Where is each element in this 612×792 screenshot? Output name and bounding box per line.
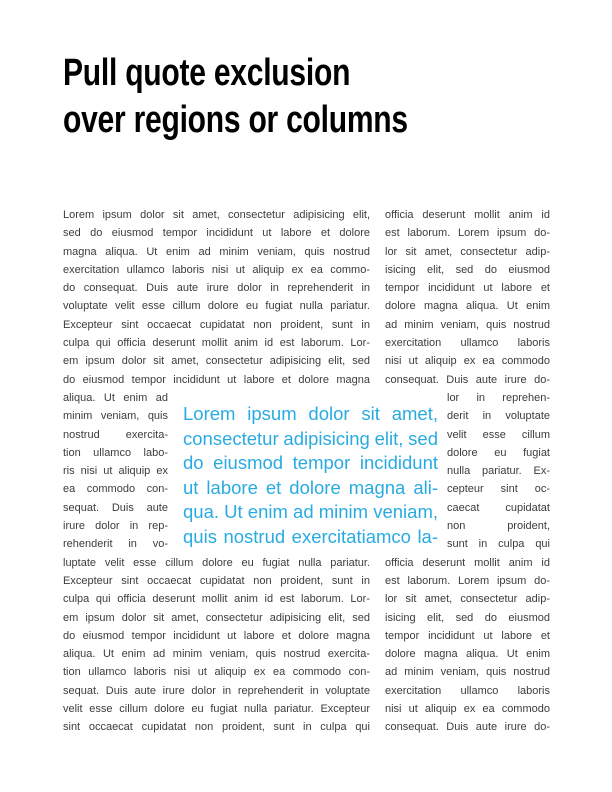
page-title-line-1: Pull quote exclusion — [63, 52, 351, 94]
text-line: est laborum. Lorem ipsum do- — [385, 574, 550, 587]
right-column-bottom-block — [385, 554, 550, 737]
text-line: Excepteur sint occaecat cupidatat non proident, sunt in — [63, 318, 370, 331]
text-line: luptate velit esse cillum dolore eu fugiat nulla pariatur. — [63, 556, 370, 569]
text-line: cepteur sint oc- — [447, 483, 550, 496]
text-line: do consequat. Duis aute irure dolor in reprehenderit in — [63, 282, 370, 295]
left-column-narrow-block — [63, 389, 168, 554]
text-line: dolore eu fugiat — [447, 446, 550, 459]
page-title — [63, 50, 408, 144]
text-line: sunt in culpa qui — [447, 538, 550, 551]
text-line: non proident, — [447, 520, 550, 533]
text-line: Excepteur sint occaecat cupidatat non proident, sunt in — [63, 574, 370, 587]
text-line: culpa qui officia deserunt mollit anim id est laborum. Lor- — [63, 593, 370, 606]
left-column-bottom-block — [63, 554, 370, 737]
text-line: ris nisi ut aliquip ex — [63, 465, 168, 478]
text-line: do eiusmod tempor incididunt — [183, 452, 438, 474]
text-line: lor sit amet, consectetur adip- — [385, 245, 550, 258]
page-title-line-2: over regions or columns — [63, 99, 408, 141]
left-column-top-block — [63, 206, 370, 389]
text-line: exercitation ullamco laboris — [385, 337, 550, 350]
text-line: officia deserunt mollit anim id — [385, 556, 550, 569]
text-line: consequat. Duis aute irure do- — [385, 721, 550, 734]
text-line: do eiusmod tempor incididunt ut labore et dolore magna — [63, 373, 370, 386]
text-line: sequat. Duis aute irure dolor in reprehenderit in voluptate — [63, 684, 370, 697]
text-line: culpa qui officia deserunt mollit anim id est laborum. Lor- — [63, 337, 370, 350]
text-line: em ipsum dolor sit amet, consectetur adipisicing elit, sed — [63, 611, 370, 624]
text-line: lor in reprehen- — [447, 391, 550, 404]
text-line: nostrud exercita- — [63, 428, 168, 441]
text-line: consectetur adipisicing elit, sed — [183, 427, 438, 449]
text-line: ad minim veniam, quis nostrud — [385, 318, 550, 331]
text-line: dolore magna aliqua. Ut enim — [385, 300, 550, 313]
text-line: caecat cupidatat — [447, 501, 550, 514]
text-line: nisi ut aliquip ex ea commodo — [385, 355, 550, 368]
text-line: ad minim veniam, quis nostrud — [385, 666, 550, 679]
text-line: quis nostrud exercitatiamco la- — [183, 525, 438, 547]
text-line: Lorem ipsum dolor sit amet, consectetur adipisicing elit, — [63, 209, 370, 221]
text-line: aliqua. Ut enim ad — [63, 391, 168, 404]
text-line: lor sit amet, consectetur adip- — [385, 593, 550, 606]
text-line: do eiusmod tempor incididunt ut labore et dolore magna — [63, 629, 370, 642]
text-line: derit in voluptate — [447, 410, 550, 423]
text-line: dolore magna aliqua. Ut enim — [385, 648, 550, 661]
text-line: sed do eiusmod tempor incididunt ut labore et dolore — [63, 227, 370, 240]
text-line: nisi ut aliquip ex ea commodo — [385, 703, 550, 716]
text-line: minim veniam, quis — [63, 410, 168, 423]
text-line: tion ullamco labo- — [63, 446, 168, 459]
text-line: officia deserunt mollit anim id — [385, 209, 550, 221]
text-line: irure dolor in rep- — [63, 520, 168, 533]
pull-quote — [183, 402, 438, 550]
text-line: ea commodo con- — [63, 483, 168, 496]
text-line: exercitation ullamco laboris — [385, 684, 550, 697]
text-line: nulla pariatur. Ex- — [447, 465, 550, 478]
text-line: sint occaecat cupidatat non proident, sunt in culpa qui — [63, 721, 370, 734]
text-line: isicing elit, sed do eiusmod — [385, 263, 550, 276]
text-line: tion ullamco laboris nisi ut aliquip ex ea commodo con- — [63, 666, 370, 679]
text-line: exercitation ullamco laboris nisi ut aliquip ex ea commo- — [63, 263, 370, 276]
text-line: Lorem ipsum dolor sit amet, — [183, 403, 438, 424]
text-line: qua. Ut enim ad minim veniam, — [183, 501, 438, 523]
right-column-top-block — [385, 206, 550, 389]
text-line: em ipsum dolor sit amet, consectetur adipisicing elit, sed — [63, 355, 370, 368]
text-line: velit esse cillum — [447, 428, 550, 441]
text-line: sequat. Duis aute — [63, 501, 168, 514]
text-line: est laborum. Lorem ipsum do- — [385, 227, 550, 240]
text-line: voluptate velit esse cillum dolore eu fugiat nulla pariatur. — [63, 300, 370, 313]
text-line: aliqua. Ut enim ad minim veniam, quis nostrud exercita- — [63, 648, 370, 661]
text-line: tempor incididunt ut labore et — [385, 629, 550, 642]
text-line: isicing elit, sed do eiusmod — [385, 611, 550, 624]
text-line: ut labore et dolore magna ali- — [183, 476, 438, 498]
text-line: magna aliqua. Ut enim ad minim veniam, quis nostrud — [63, 245, 370, 258]
text-line: velit esse cillum dolore eu fugiat nulla pariatur. Excepteur — [63, 703, 370, 716]
text-line: tempor incididunt ut labore et — [385, 282, 550, 295]
text-line: rehenderit in vo- — [63, 538, 168, 551]
right-column-narrow-block — [447, 389, 550, 554]
text-line: consequat. Duis aute irure do- — [385, 373, 550, 386]
